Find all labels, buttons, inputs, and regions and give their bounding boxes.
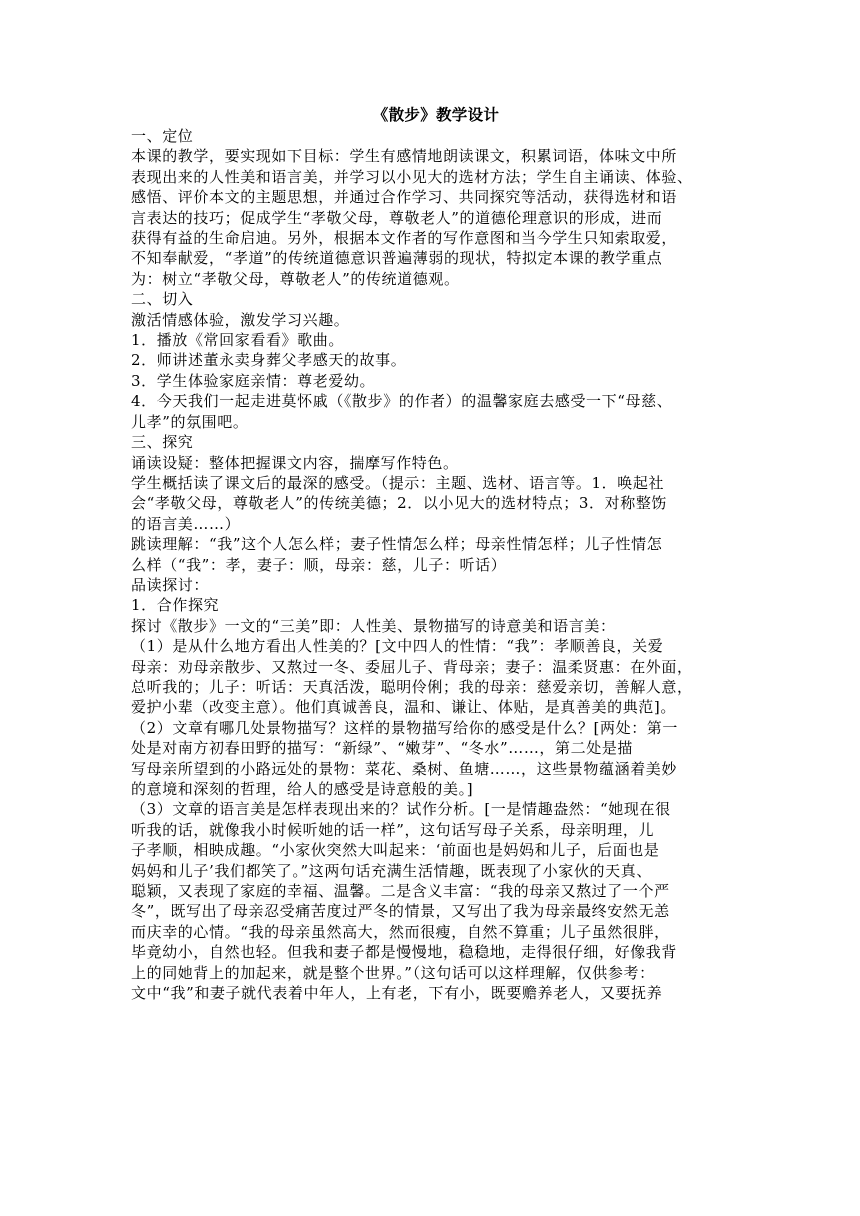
- text-line: 感悟、评价本文的主题思想，并通过合作学习、共同探究等活动，获得选材和语: [131, 188, 678, 207]
- text-line: 4．今天我们一起走进莫怀戚（《散步》的作者）的温馨家庭去感受一下“母慈、: [131, 392, 673, 411]
- text-line: 毕竟幼小，自然也轻。但我和妻子都是慢慢地，稳稳地，走得很仔细，好像我背: [131, 943, 678, 962]
- text-line: 激活情感体验，激发学习兴趣。: [131, 310, 350, 329]
- document-title: 《散步》教学设计: [372, 105, 500, 124]
- text-line: 品读探讨：: [131, 575, 210, 594]
- text-line: 诵读设疑：整体把握课文内容，揣摩写作特色。: [131, 453, 459, 472]
- text-line: 表现出来的人性美和语言美，并学习以小见大的选材方法；学生自主诵读、体验、: [131, 167, 693, 186]
- text-line: 探讨《散步》一文的“三美”即：人性美、景物描写的诗意美和语言美：: [131, 616, 616, 635]
- text-line: 1．播放《常回家看看》歌曲。: [131, 331, 344, 350]
- text-line: 的语言美……）: [131, 514, 241, 533]
- text-line: （2）文章有哪几处景物描写？这样的景物描写给你的感受是什么？[两处：第一: [131, 718, 678, 737]
- text-line: 总听我的；儿子：听话：天真活泼，聪明伶俐；我的母亲：慈爱亲切，善解人意，: [131, 677, 693, 696]
- text-line: 学生概括读了课文后的最深的感受。（提示：主题、选材、语言等。1．唤起社: [131, 473, 665, 492]
- text-line: 文中“我”和妻子就代表着中年人，上有老，下有小，既要赡养老人，又要抚养: [131, 984, 663, 1003]
- text-line: 本课的教学，要实现如下目标：学生有感情地朗读课文，积累词语，体味文中所: [131, 147, 678, 166]
- text-line: 爱护小辈（改变主意）。他们真诚善良，温和、谦让、体贴，是真善美的典范]。: [131, 698, 676, 717]
- text-line: 3．学生体验家庭亲情：尊老爱幼。: [131, 371, 376, 390]
- text-line: 三、探究: [131, 433, 194, 452]
- text-line: 会“孝敬父母，尊敬老人”的传统美德；2．以小见大的选材特点；3．对称整饬: [131, 494, 668, 513]
- text-line: 么样（“我”：孝，妻子：顺，母亲：慈，儿子：听话）: [131, 555, 507, 574]
- text-line: 儿孝”的氛围吧。: [131, 412, 249, 431]
- document-page: [131, 104, 741, 1003]
- text-line: 妈妈和儿子’我们都笑了。”这两句话充满生活情趣，既表现了小家伙的天真、: [131, 861, 652, 880]
- text-line: 上的同她背上的加起来，就是整个世界。”（这句话可以这样理解，仅供参考：: [131, 963, 655, 982]
- text-line: 处是对南方初春田野的描写：“新绿”、“嫩芽”、“冬水”……，第二处是描: [131, 739, 634, 758]
- document-body: [131, 126, 741, 1003]
- text-line: 获得有益的生命启迪。另外，根据本文作者的写作意图和当今学生只知索取爱，: [131, 229, 678, 248]
- text-line: 子孝顺，相映成趣。“小家伙突然大叫起来：‘前面也是妈妈和儿子，后面也是: [131, 841, 660, 860]
- text-line: 跳读理解：“我”这个人怎么样；妻子性情怎么样；母亲性情怎样；儿子性情怎: [131, 535, 663, 554]
- text-line: 冬”，既写出了母亲忍受痛苦度过严冬的情景，又写出了我为母亲最终安然无恙: [131, 902, 670, 921]
- text-line: 一、定位: [131, 127, 194, 145]
- text-line: 为：树立“孝敬父母，尊敬老人”的传统道德观。: [131, 269, 460, 288]
- text-line: 2．师讲述董永卖身葬父孝感天的故事。: [131, 351, 407, 370]
- text-line: 二、切入: [131, 290, 194, 309]
- text-line: （3）文章的语言美是怎样表现出来的？试作分析。[一是情趣盎然：“她现在很: [131, 800, 671, 819]
- text-line: 言表达的技巧；促成学生“孝敬父母，尊敬老人”的道德伦理意识的形成，进而: [131, 208, 663, 227]
- text-line: 写母亲所望到的小路远处的景物：菜花、桑树、鱼塘……，这些景物蕴涵着美妙: [131, 759, 678, 778]
- text-line: 聪颖，又表现了家庭的幸福、温馨。二是含义丰富：“我的母亲又熬过了一个严: [131, 882, 670, 901]
- text-line: （1）是从什么地方看出人性美的？[文中四人的性情：“我”：孝顺善良，关爱: [131, 637, 664, 656]
- text-line: 1．合作探究: [131, 596, 220, 615]
- text-line: 的意境和深刻的哲理，给人的感受是诗意般的美。]: [131, 780, 474, 798]
- text-line: 不知奉献爱，“孝道”的传统道德意识普遍薄弱的现状，特拟定本课的教学重点: [131, 249, 663, 268]
- text-line: 听我的话，就像我小时候听她的话一样”，这句话写母子关系，母亲明理，儿: [131, 820, 655, 839]
- text-line: 而庆幸的心情。“我的母亲虽然高大，然而很瘦，自然不算重；儿子虽然很胖，: [131, 922, 670, 941]
- text-line: 母亲：劝母亲散步、又熬过一冬、委屈儿子、背母亲；妻子：温柔贤惠：在外面，: [131, 657, 693, 676]
